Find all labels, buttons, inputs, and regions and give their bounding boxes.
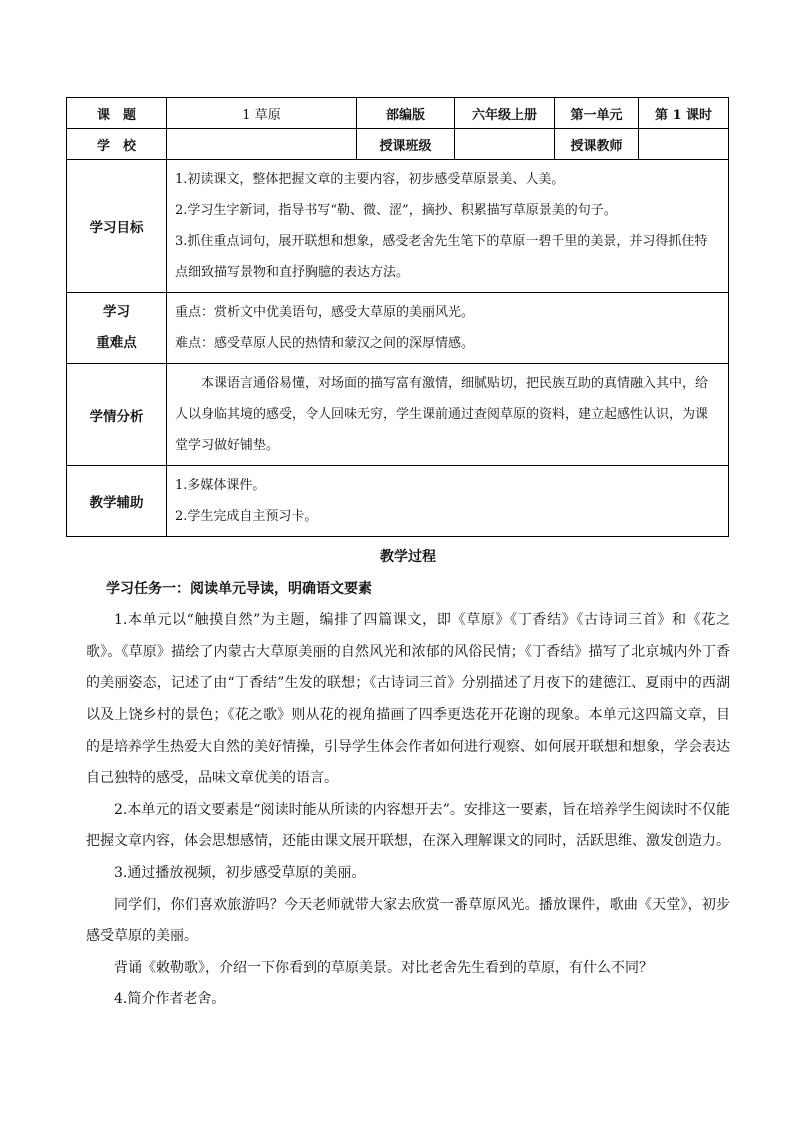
- analysis-content: [167, 364, 729, 466]
- topic-value: 1 草原: [167, 98, 357, 129]
- lesson-info-table: [66, 97, 729, 537]
- topic-label: 课 题: [67, 98, 167, 129]
- difficulty-label: [67, 293, 167, 364]
- teaching-process: [86, 542, 730, 1016]
- table-row: [67, 364, 729, 466]
- goals-label: 学习目标: [67, 160, 167, 293]
- class-value: [455, 129, 555, 160]
- goal-item: 2.学习生字新词，指导书写“勒、微、涩”，摘抄、积累描写草原景美的句子。: [175, 203, 617, 218]
- difficulty-content: [167, 293, 729, 364]
- goal-item: 3.抓住重点词句，展开联想和想象，感受老舍先生笔下的草原一碧千里的美景，并习得抓住特点细致描写景物和直抒胸臆的表达方法。: [175, 234, 708, 280]
- difficulty-item: 重点：赏析文中优美语句，感受大草原的美丽风光。: [175, 305, 475, 320]
- section-title: 教学过程: [380, 549, 436, 565]
- aids-content: [167, 466, 729, 537]
- school-value: [167, 129, 357, 160]
- analysis-label: 学情分析: [67, 364, 167, 466]
- difficulty-item: 难点：感受草原人民的热情和蒙汉之间的深厚情感。: [175, 336, 475, 351]
- analysis-text: 本课语言通俗易懂，对场面的描写富有激情，细腻贴切，把民族互助的真情融入其中，给人以身临其境的感受，令人回味无穷，学生课前通过查阅草原的资料，建立起感性认识，为课堂学习做好铺垫。: [175, 376, 709, 453]
- class-label: 授课班级: [357, 129, 455, 160]
- paragraph: 背诵《敕勒歌》，介绍一下你看到的草原美景。对比老舍先生看到的草原，有什么不同？: [114, 959, 653, 976]
- edition: 部编版: [357, 98, 455, 129]
- paragraph: 3.通过播放视频，初步感受草原的美丽。: [114, 864, 366, 881]
- grade: 六年级上册: [455, 98, 555, 129]
- table-row: [67, 466, 729, 537]
- task-heading: 学习任务一：阅读单元导读，明确语文要素: [106, 580, 372, 597]
- table-row: [67, 160, 729, 293]
- table-row: [67, 98, 729, 129]
- difficulty-label-line: 重难点: [96, 335, 137, 351]
- teacher-value: [639, 129, 729, 160]
- goals-content: [167, 160, 729, 293]
- aid-item: 2.学生完成自主预习卡。: [175, 509, 318, 524]
- teacher-label: 授课教师: [555, 129, 639, 160]
- paragraph: 1.本单元以“触摸自然”为主题，编排了四篇课文，即《草原》《丁香结》《古诗词三首》和《花之歌》。《草原》描绘了内蒙古大草原美丽的自然风光和浓郁的风俗民情；《丁香结》描写了北京城内外丁香的美丽姿态，记述了由“丁香结”生发的联想；《古诗词三首》分别描述了月夜下的建德江、夏雨中的西湖以及上饶乡村的景色；《花之歌》则从花的视角描画了四季更迭花开花谢的现象。本单元这四篇文章，目的是培养学生热爱大自然的美好情操，引导学生体会作者如何进行观察、如何展开联想和想象，学会表达自己独特的感受，品味文章优美的语言。: [86, 612, 730, 787]
- aid-item: 1.多媒体课件。: [175, 478, 266, 493]
- paragraph: 同学们，你们喜欢旅游吗？今天老师就带大家去欣赏一番草原风光。播放课件，歌曲《天堂》，初步感受草原的美丽。: [86, 896, 730, 945]
- difficulty-label-line: 学习: [103, 304, 130, 320]
- school-label: 学 校: [67, 129, 167, 160]
- aids-label: 教学辅助: [67, 466, 167, 537]
- paragraph: 2.本单元的语文要素是“阅读时能从所读的内容想开去”。安排这一要素，旨在培养学生阅读时不仅能把握文章内容，体会思想感情，还能由课文展开联想，在深入理解课文的同时，活跃思维、激发创造力。: [86, 801, 730, 850]
- period: 第 1 课时: [639, 98, 729, 129]
- goal-item: 1.初读课文，整体把握文章的主要内容，初步感受草原景美、人美。: [175, 172, 565, 187]
- table-row: [67, 129, 729, 160]
- table-row: [67, 293, 729, 364]
- unit: 第一单元: [555, 98, 639, 129]
- paragraph: 4.简介作者老舍。: [114, 991, 226, 1008]
